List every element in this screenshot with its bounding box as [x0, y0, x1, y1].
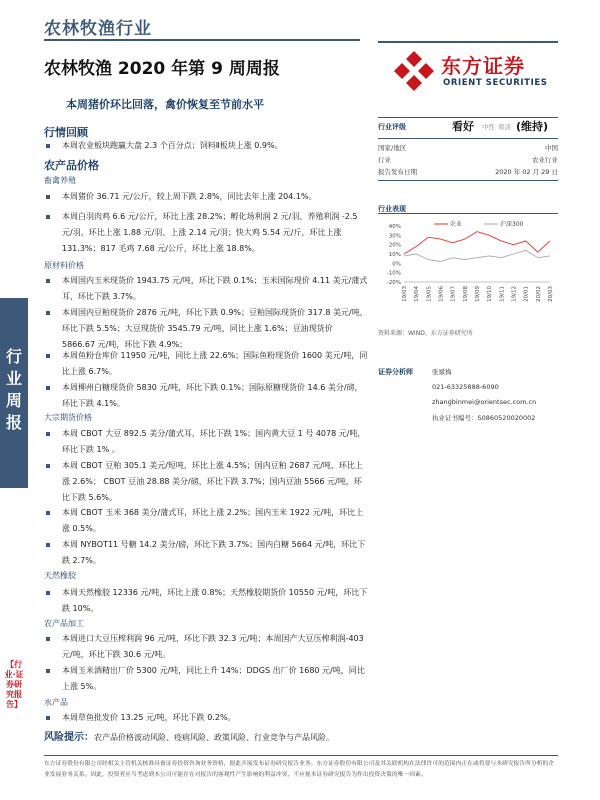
logo-divider — [378, 41, 558, 43]
meta-bottom-line — [378, 180, 558, 181]
bullet-raw-4: 本周柳州白糖现货价 5830 元/吨，环比下跌 0.1%；国际原糖现货价 14.6 美分/磅，环比下跌 4.1%。 — [46, 380, 368, 412]
y-tick-label: 20% — [388, 242, 401, 249]
rating-value: 看好 — [452, 120, 474, 133]
x-tick-label: 20/02 — [535, 286, 542, 302]
header-divider — [44, 39, 360, 41]
section-review: 行情回顾 — [44, 126, 88, 139]
meta-row-date — [378, 166, 558, 178]
bullet-raw-2: 本周国内豆粕现货价 2876 元/吨，环比下跌 0.9%；豆粕国际现货价 317.8 美元/吨，环比下跌 5.5%；大豆现货价 3545.79 元/吨，同比上涨 1.6%；豆油现货价 5866.67 元/吨，环比下跌 4.9%； — [46, 305, 368, 353]
meta-country: 中国 — [545, 144, 558, 152]
meta-date: 2020 年 02 月 29 日 — [495, 168, 558, 176]
y-tick-label: -20% — [386, 280, 401, 286]
bullet-livestock-2: 本周白羽肉鸡 6.6 元/公斤，环比上涨 28.2%；孵化场利润 2 元/羽、养殖利润 -2.5 元/羽，环比上涨 1.88 元/羽、上涨 2.14 元/羽；快大鸡 5.54 元/斤，环比上涨 131.3%；817 毛鸡 7.68 元/公斤，环比上涨 18.8%。 — [46, 209, 368, 257]
x-tick-label: 19/05 — [426, 286, 433, 302]
x-tick-label: 19/03 — [402, 286, 408, 302]
x-tick-label: 19/12 — [511, 286, 518, 302]
subsection-rubber: 天然橡胶 — [44, 571, 76, 580]
legend-label: 农业 — [450, 221, 463, 228]
subsection-processing: 农产品加工 — [44, 619, 84, 628]
chart-source: 资料来源：WIND、东方证券研究所 — [378, 330, 473, 337]
section-prices: 农产品价格 — [44, 159, 99, 172]
analyst-phone: 021-63325888-6090 — [432, 383, 499, 391]
rating-label: 行业评级 — [378, 123, 406, 131]
meta-date-label: 报告发布日期 — [378, 168, 417, 176]
rating-option-neutral: 中性 — [482, 123, 495, 131]
x-tick-label: 20/03 — [548, 286, 554, 302]
y-tick-label: -10% — [386, 270, 401, 277]
bullet-raw-1: 本周国内玉米现货价 1943.75 元/吨，环比下跌 0.1%；玉米国际现价 4.11 美元/蒲式耳，环比下跌 3.7%。 — [46, 273, 368, 305]
bullet-futures-2: 本周 CBOT 豆粕 305.1 美元/短吨，环比上涨 4.5%；国内豆粕 2687 元/吨，环比上涨 2.6%； CBOT 豆油 28.88 美分/磅，环比下跌 3.7%；国内豆油 5566 元/吨，环比下跌 5.6%。 — [46, 458, 368, 506]
logo-name-en: ORIENT SECURITIES — [443, 78, 548, 88]
subsection-aquatic: 水产品 — [44, 698, 68, 707]
x-tick-label: 19/07 — [450, 286, 457, 302]
rating-status: (维持) — [516, 120, 549, 133]
meta-row-industry — [378, 154, 558, 166]
subsection-raw: 原材料价格 — [44, 261, 84, 270]
meta-table — [378, 142, 558, 178]
bullet-aquatic-1: 本周草鱼批发价 13.25 元/吨，环比下跌 0.2%。 — [46, 710, 368, 726]
bullet-rubber-1: 本周天然橡胶 12336 元/吨，环比上涨 0.8%；天然橡胶期货价 10550 元/吨，环比下跌 10%。 — [46, 585, 368, 617]
report-subtitle: 本周猪价环比回落，禽价恢复至节前水平 — [66, 98, 264, 111]
bullet-review-1: 本周农业板块跑赢大盘 2.3 个百分点；饲料Ⅱ板块上涨 0.9%。 — [46, 138, 368, 154]
bullet-processing-1: 本周进口大豆压榨利润 96 元/吨，环比下跌 32.3 元/吨；本周国产大豆压榨利润-403 元/吨，环比下跌 30.6 元/吨。 — [46, 631, 368, 663]
orient-logo-icon — [392, 49, 436, 93]
x-tick-label: 19/04 — [414, 286, 421, 302]
bullet-processing-2: 本周玉米酒精出厂价 5300 元/吨，同比上升 14%；DDGS 出厂价 1680 元/吨，同比上涨 5%。 — [46, 663, 368, 695]
performance-line — [378, 213, 558, 214]
meta-industry-label: 行业 — [378, 156, 391, 164]
header-category: 农林牧渔行业 — [44, 19, 152, 39]
analyst-label: 证券分析师 — [378, 368, 413, 376]
bullet-futures-1: 本周 CBOT 大豆 892.5 美分/蒲式耳，环比下跌 1%；国内黄大豆 1 号 4078 元/吨，环比下跌 1% 。 — [46, 426, 368, 458]
analyst-email[interactable]: zhangbinmei@orientsec.com.cn — [432, 398, 537, 406]
series-line — [404, 232, 550, 254]
y-tick-label: 0% — [392, 261, 401, 268]
y-tick-label: 40% — [388, 224, 401, 230]
x-tick-label: 19/08 — [462, 286, 469, 302]
performance-title: 行业表现 — [378, 205, 406, 213]
risk-label: 风险提示： — [44, 732, 94, 743]
x-tick-label: 19/06 — [438, 286, 445, 302]
meta-row-country — [378, 142, 558, 154]
rating-row — [378, 118, 558, 136]
x-tick-label: 20/01 — [523, 286, 530, 302]
footer-divider — [44, 755, 558, 756]
bullet-raw-3: 本周鱼粉仓库价 11950 元/吨，同比上涨 22.6%；国际鱼粉现货价 1600 美元/吨，同比上涨 6.7%。 — [46, 348, 368, 380]
x-tick-label: 19/10 — [487, 286, 494, 302]
analyst-name: 张斌梅 — [432, 368, 452, 376]
x-tick-label: 19/11 — [499, 286, 506, 302]
logo-name-cn: 东方证券 — [441, 54, 525, 78]
subsection-livestock: 畜禽养殖 — [44, 176, 76, 185]
subsection-futures: 大宗期货价格 — [44, 413, 92, 422]
meta-country-label: 国家/地区 — [378, 144, 407, 152]
risk-text: 农产品价格波动风险、疫病风险、政策风险、行业竞争与产品风险。 — [94, 733, 334, 742]
performance-chart — [378, 218, 558, 318]
sidebar-report-type: 行业周报 — [5, 347, 22, 432]
sidebar-series: 【行业·证券研究报告】 — [4, 660, 24, 709]
report-title: 农林牧渔 2020 年第 9 周周报 — [44, 59, 280, 79]
y-tick-label: 30% — [388, 233, 401, 240]
meta-industry: 农业行业 — [532, 156, 558, 164]
bullet-livestock-1: 本周猪价 36.71 元/公斤，较上周下跌 2.8%，同比去年上涨 204.1%。 — [46, 189, 368, 205]
y-tick-label: 10% — [388, 252, 401, 258]
x-tick-label: 19/09 — [475, 286, 481, 302]
analyst-cert: 执业证书编号：S0860520020002 — [432, 414, 536, 422]
series-line — [404, 250, 550, 261]
risk-note — [44, 728, 374, 743]
rating-option-bearish: 看淡 — [498, 123, 511, 131]
legend-label: 沪深300 — [500, 221, 524, 228]
bullet-futures-3: 本周 CBOT 玉米 368 美分/蒲式耳，环比上涨 2.2%；国内玉米 1922 元/吨，环比上涨 0.5%。 — [46, 505, 368, 537]
rating-bottom-line — [378, 138, 558, 139]
bullet-futures-4: 本周 NYBOT11 号糖 14.2 美分/磅，环比下跌 3.7%；国内白糖 5664 元/吨，环比下跌 2.7%。 — [46, 537, 368, 569]
footer-disclaimer: 东方证券股份有限公司经相关主管机关核准具备证券投资咨询业务资格，据此开展发布证券研究报告业务。东方证券股份有限公司及其关联机构在法律许可的范围内正在或将要与本研究报告所分析的企业发展业务关系。因此，投资者应当考虑到本公司可能存在对报告的客观性产生影响的利益冲突，不应视本证券研究报告为作出投资决策的唯一因素。 — [44, 761, 555, 778]
